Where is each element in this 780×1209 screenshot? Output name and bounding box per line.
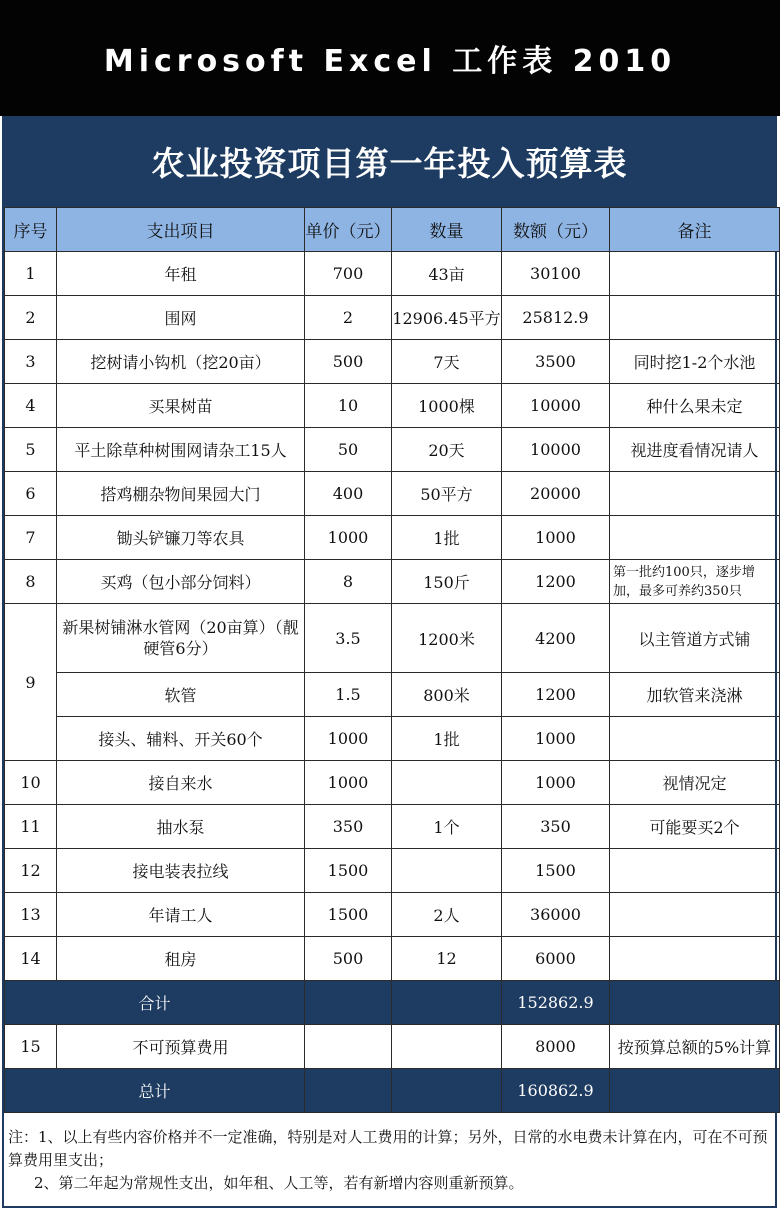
cell-item[interactable]: 围网 [57, 296, 305, 340]
cell-quantity[interactable] [392, 761, 502, 805]
cell-quantity[interactable]: 800米 [392, 673, 502, 717]
cell-item[interactable]: 买果树苗 [57, 384, 305, 428]
cell-amount[interactable]: 25812.9 [502, 296, 610, 340]
cell-item[interactable]: 平土除草种树围网请杂工15人 [57, 428, 305, 472]
header-quantity[interactable]: 数量 [392, 208, 502, 252]
cell-item[interactable]: 锄头铲镰刀等农具 [57, 516, 305, 560]
cell-unit-price[interactable]: 400 [305, 472, 392, 516]
cell-quantity[interactable]: 12 [392, 937, 502, 981]
header-row [5, 208, 780, 252]
cell-item[interactable]: 搭鸡棚杂物间果园大门 [57, 472, 305, 516]
table-row [5, 717, 780, 761]
worksheet [2, 116, 777, 1208]
cell-remark[interactable] [610, 849, 780, 893]
cell-no[interactable]: 2 [5, 296, 57, 340]
cell-amount[interactable]: 3500 [502, 340, 610, 384]
cell-quantity[interactable]: 1批 [392, 717, 502, 761]
cell-item[interactable]: 软管 [57, 673, 305, 717]
cell-no[interactable]: 6 [5, 472, 57, 516]
cell-quantity[interactable]: 1200米 [392, 604, 502, 673]
footnote-line-2: 2、第二年起为常规性支出，如年租、人工等，若有新增内容则重新预算。 [34, 1174, 524, 1192]
cell-no[interactable]: 1 [5, 252, 57, 296]
cell-empty[interactable] [305, 981, 392, 1025]
cell-quantity[interactable]: 7天 [392, 340, 502, 384]
cell-remark[interactable] [610, 516, 780, 560]
header-amount[interactable]: 数额（元） [502, 208, 610, 252]
cell-quantity[interactable] [392, 849, 502, 893]
table-row [5, 673, 780, 717]
cell-remark[interactable]: 视进度看情况请人 [610, 428, 780, 472]
cell-remark[interactable]: 以主管道方式铺 [610, 604, 780, 673]
cell-no[interactable]: 9 [5, 604, 57, 761]
cell-no[interactable]: 10 [5, 761, 57, 805]
cell-remark[interactable] [610, 893, 780, 937]
cell-remark[interactable]: 种什么果未定 [610, 384, 780, 428]
table-row [5, 560, 780, 604]
cell-quantity[interactable]: 150斤 [392, 560, 502, 604]
cell-amount[interactable]: 20000 [502, 472, 610, 516]
cell-item[interactable]: 新果树铺淋水管网（20亩算）（靓硬管6分） [57, 604, 305, 673]
cell-remark[interactable] [610, 717, 780, 761]
total-label[interactable]: 总计 [5, 1069, 305, 1113]
cell-amount[interactable]: 36000 [502, 893, 610, 937]
cell-unit-price[interactable]: 700 [305, 252, 392, 296]
cell-item[interactable]: 接电装表拉线 [57, 849, 305, 893]
cell-item[interactable]: 租房 [57, 937, 305, 981]
sheet-title: 农业投资项目第一年投入预算表 [4, 116, 775, 207]
cell-quantity[interactable]: 50平方 [392, 472, 502, 516]
cell-no[interactable]: 14 [5, 937, 57, 981]
cell-amount[interactable]: 30100 [502, 252, 610, 296]
table-row [5, 252, 780, 296]
cell-amount[interactable]: 1000 [502, 761, 610, 805]
cell-remark[interactable]: 加软管来浇淋 [610, 673, 780, 717]
cell-remark[interactable] [610, 937, 780, 981]
table-row [5, 849, 780, 893]
cell-unit-price[interactable]: 1500 [305, 893, 392, 937]
total-row [5, 1069, 780, 1113]
table-row [5, 340, 780, 384]
cell-amount[interactable]: 4200 [502, 604, 610, 673]
table-row [5, 761, 780, 805]
cell-quantity[interactable]: 1个 [392, 805, 502, 849]
cell-unit-price[interactable]: 1000 [305, 516, 392, 560]
cell-item[interactable]: 年租 [57, 252, 305, 296]
cell-remark[interactable]: 视情况定 [610, 761, 780, 805]
cell-remark[interactable]: 第一批约100只，逐步增加，最多可养约350只 [610, 560, 780, 604]
cell-amount[interactable]: 1200 [502, 673, 610, 717]
cell-amount[interactable]: 6000 [502, 937, 610, 981]
cell-unit-price[interactable] [305, 1025, 392, 1069]
cell-unit-price[interactable]: 10 [305, 384, 392, 428]
cell-amount[interactable]: 10000 [502, 428, 610, 472]
cell-remark[interactable] [610, 472, 780, 516]
cell-no[interactable]: 15 [5, 1025, 57, 1069]
cell-unit-price[interactable]: 1000 [305, 761, 392, 805]
cell-unit-price[interactable]: 350 [305, 805, 392, 849]
cell-item[interactable]: 抽水泵 [57, 805, 305, 849]
footnote-line-1: 注：1、以上有些内容价格并不一定准确，特别是对人工费用的计算；另外，日常的水电费未计算在内，可在不可预算费用里支出； [8, 1128, 768, 1169]
cell-empty[interactable] [610, 1069, 780, 1113]
table-row [5, 428, 780, 472]
cell-item[interactable]: 接自来水 [57, 761, 305, 805]
cell-amount[interactable]: 1000 [502, 717, 610, 761]
header-unit-price[interactable]: 单价（元） [305, 208, 392, 252]
header-item[interactable]: 支出项目 [57, 208, 305, 252]
cell-empty[interactable] [610, 981, 780, 1025]
cell-no[interactable]: 12 [5, 849, 57, 893]
cell-quantity[interactable]: 43亩 [392, 252, 502, 296]
subtotal-amount[interactable]: 152862.9 [502, 981, 610, 1025]
cell-item[interactable]: 买鸡（包小部分饲料） [57, 560, 305, 604]
app-banner: Microsoft Excel 工作表 2010 [0, 0, 780, 116]
cell-remark[interactable]: 按预算总额的5%计算 [610, 1025, 780, 1069]
cell-no[interactable]: 5 [5, 428, 57, 472]
cell-unit-price[interactable]: 1000 [305, 717, 392, 761]
cell-unit-price[interactable]: 1500 [305, 849, 392, 893]
cell-item[interactable]: 接头、辅料、开关60个 [57, 717, 305, 761]
table-row [5, 472, 780, 516]
budget-table [4, 207, 780, 1113]
cell-no[interactable]: 11 [5, 805, 57, 849]
cell-item[interactable]: 不可预算费用 [57, 1025, 305, 1069]
cell-amount[interactable]: 350 [502, 805, 610, 849]
table-row [5, 893, 780, 937]
cell-no[interactable]: 4 [5, 384, 57, 428]
cell-unit-price[interactable]: 8 [305, 560, 392, 604]
table-row [5, 805, 780, 849]
cell-unit-price[interactable]: 3.5 [305, 604, 392, 673]
cell-item[interactable]: 年请工人 [57, 893, 305, 937]
cell-quantity[interactable]: 20天 [392, 428, 502, 472]
cell-unit-price[interactable]: 50 [305, 428, 392, 472]
cell-remark[interactable]: 可能要买2个 [610, 805, 780, 849]
cell-empty[interactable] [392, 1069, 502, 1113]
cell-unit-price[interactable]: 2 [305, 296, 392, 340]
cell-unit-price[interactable]: 500 [305, 937, 392, 981]
subtotal-label[interactable]: 合计 [5, 981, 305, 1025]
cell-remark[interactable] [610, 252, 780, 296]
cell-amount[interactable]: 8000 [502, 1025, 610, 1069]
cell-quantity[interactable]: 1000棵 [392, 384, 502, 428]
table-row [5, 1025, 780, 1069]
cell-empty[interactable] [305, 1069, 392, 1113]
cell-no[interactable]: 3 [5, 340, 57, 384]
header-no[interactable]: 序号 [5, 208, 57, 252]
cell-no[interactable]: 7 [5, 516, 57, 560]
subtotal-row [5, 981, 780, 1025]
table-row [5, 296, 780, 340]
footnote [8, 1126, 774, 1195]
table-row [5, 604, 780, 673]
table-row [5, 937, 780, 981]
cell-remark[interactable] [610, 296, 780, 340]
table-row [5, 384, 780, 428]
cell-no[interactable]: 13 [5, 893, 57, 937]
cell-amount[interactable]: 10000 [502, 384, 610, 428]
header-remark[interactable]: 备注 [610, 208, 780, 252]
total-amount[interactable]: 160862.9 [502, 1069, 610, 1113]
table-row [5, 516, 780, 560]
cell-amount[interactable]: 1000 [502, 516, 610, 560]
cell-quantity[interactable]: 12906.45平方 [392, 296, 502, 340]
cell-amount[interactable]: 1200 [502, 560, 610, 604]
cell-unit-price[interactable]: 1.5 [305, 673, 392, 717]
cell-unit-price[interactable]: 500 [305, 340, 392, 384]
cell-item[interactable]: 挖树请小钩机（挖20亩） [57, 340, 305, 384]
cell-quantity[interactable]: 1批 [392, 516, 502, 560]
cell-amount[interactable]: 1500 [502, 849, 610, 893]
cell-quantity[interactable]: 2人 [392, 893, 502, 937]
cell-remark[interactable]: 同时挖1-2个水池 [610, 340, 780, 384]
cell-empty[interactable] [392, 981, 502, 1025]
cell-no[interactable]: 8 [5, 560, 57, 604]
cell-quantity[interactable] [392, 1025, 502, 1069]
